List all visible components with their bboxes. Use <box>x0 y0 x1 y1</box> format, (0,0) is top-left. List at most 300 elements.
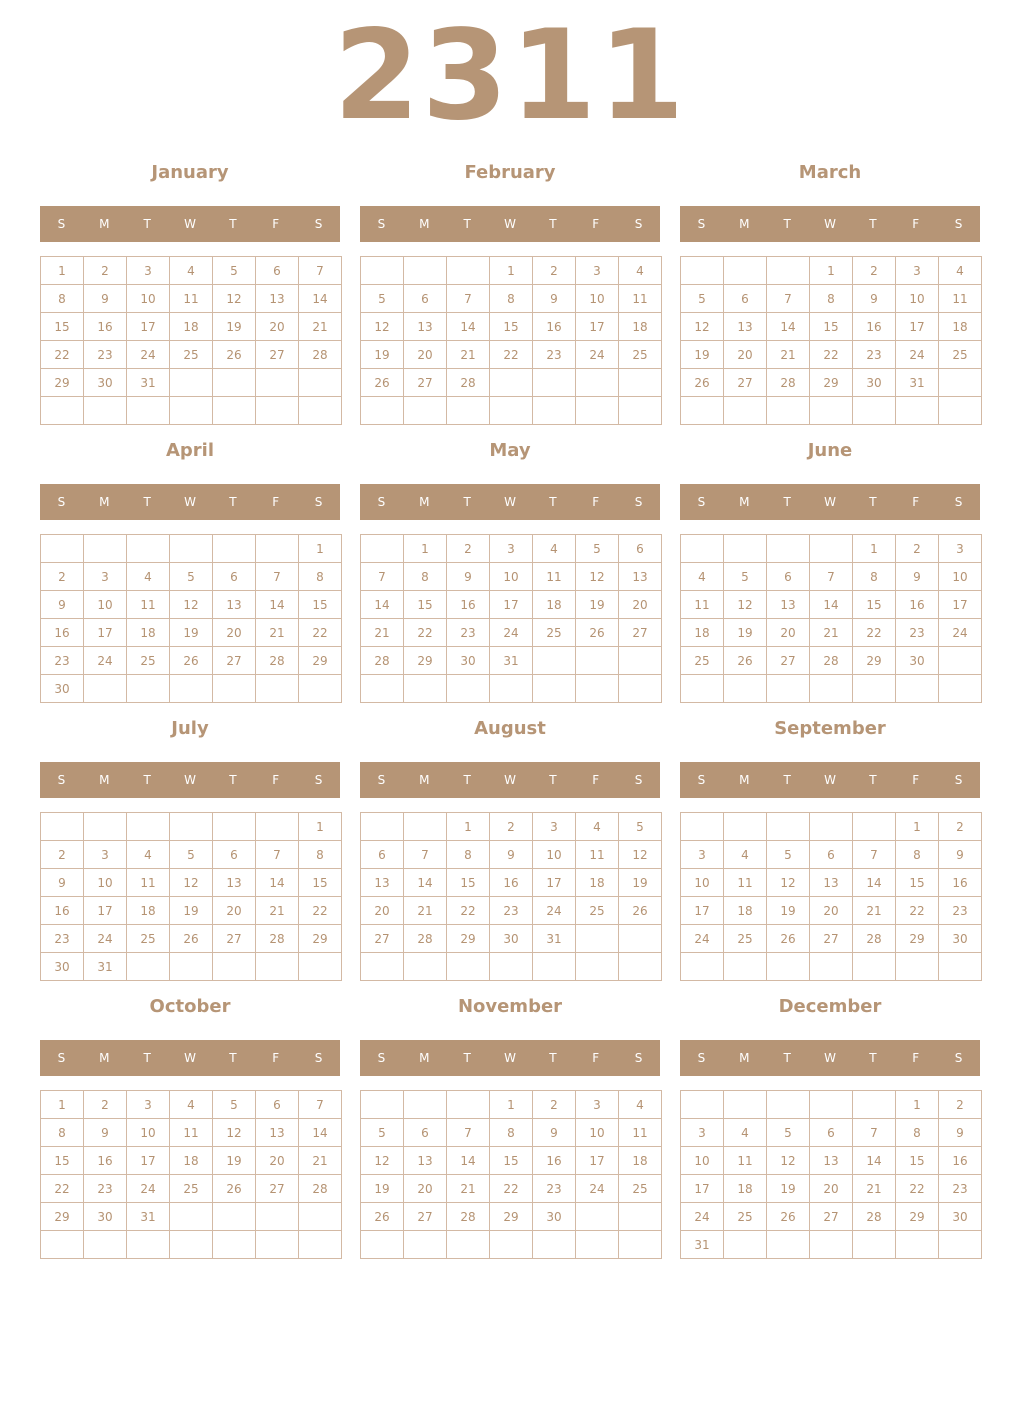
weekday-label: T <box>869 217 877 231</box>
weekday-header <box>40 484 340 520</box>
day-cell: 30 <box>41 953 84 981</box>
weekday-label: S <box>57 773 66 787</box>
week-row <box>41 313 342 341</box>
day-cell: 27 <box>213 925 256 953</box>
day-cell: 27 <box>404 1203 447 1231</box>
day-cell: 24 <box>576 1175 619 1203</box>
day-cell: 19 <box>170 619 213 647</box>
day-cell: 12 <box>767 869 810 897</box>
day-cell: 25 <box>533 619 576 647</box>
day-cell: 29 <box>810 369 853 397</box>
day-cell: 8 <box>490 285 533 313</box>
day-cell: 29 <box>41 1203 84 1231</box>
day-cell: 5 <box>361 285 404 313</box>
week-row <box>681 257 982 285</box>
week-row <box>681 1147 982 1175</box>
day-cell <box>490 1231 533 1259</box>
day-cell: 18 <box>576 869 619 897</box>
day-cell: 4 <box>681 563 724 591</box>
weekday-label: T <box>463 217 471 231</box>
day-cell: 6 <box>404 1119 447 1147</box>
weekday-label: M <box>419 1051 430 1065</box>
day-cell: 4 <box>724 1119 767 1147</box>
day-cell: 30 <box>939 925 982 953</box>
week-row <box>361 1147 662 1175</box>
week-row <box>361 647 662 675</box>
day-cell: 13 <box>361 869 404 897</box>
day-cell: 30 <box>939 1203 982 1231</box>
day-cell <box>127 813 170 841</box>
day-cell: 11 <box>681 591 724 619</box>
day-cell: 4 <box>170 1091 213 1119</box>
day-cell: 25 <box>576 897 619 925</box>
day-cell: 18 <box>127 619 170 647</box>
day-cell: 20 <box>619 591 662 619</box>
day-cell: 12 <box>767 1147 810 1175</box>
day-cell: 25 <box>170 341 213 369</box>
week-row <box>41 925 342 953</box>
weekday-label: T <box>463 1051 471 1065</box>
day-cell: 31 <box>84 953 127 981</box>
day-cell: 9 <box>41 591 84 619</box>
day-cell <box>576 397 619 425</box>
day-cell: 14 <box>853 1147 896 1175</box>
day-cell: 6 <box>767 563 810 591</box>
day-cell: 11 <box>533 563 576 591</box>
day-cell <box>170 369 213 397</box>
day-cell: 27 <box>361 925 404 953</box>
day-cell: 30 <box>853 369 896 397</box>
day-cell <box>810 675 853 703</box>
week-row <box>41 563 342 591</box>
day-cell: 9 <box>41 869 84 897</box>
day-cell <box>213 397 256 425</box>
day-cell <box>724 1231 767 1259</box>
week-row <box>681 341 982 369</box>
weekday-label: W <box>504 495 516 509</box>
weekday-label: W <box>824 495 836 509</box>
day-cell: 22 <box>41 341 84 369</box>
day-cell: 13 <box>213 591 256 619</box>
day-cell: 22 <box>490 1175 533 1203</box>
day-cell <box>84 675 127 703</box>
week-row <box>361 285 662 313</box>
weekday-label: F <box>912 217 920 231</box>
day-cell: 21 <box>299 313 342 341</box>
week-row <box>361 675 662 703</box>
day-cell: 11 <box>619 1119 662 1147</box>
month-name: October <box>149 996 231 1017</box>
day-cell: 10 <box>681 1147 724 1175</box>
day-cell: 30 <box>41 675 84 703</box>
weekday-label: T <box>549 773 557 787</box>
day-cell: 6 <box>256 257 299 285</box>
month-name: January <box>151 162 229 183</box>
day-cell: 22 <box>447 897 490 925</box>
day-cell: 18 <box>127 897 170 925</box>
day-cell: 13 <box>256 1119 299 1147</box>
day-cell: 4 <box>939 257 982 285</box>
weekday-label: S <box>634 217 643 231</box>
day-cell: 18 <box>619 313 662 341</box>
day-cell: 8 <box>896 841 939 869</box>
day-cell: 23 <box>533 341 576 369</box>
day-cell: 9 <box>490 841 533 869</box>
weekday-label: S <box>697 1051 706 1065</box>
week-row <box>361 257 662 285</box>
day-cell: 25 <box>127 647 170 675</box>
day-cell: 18 <box>681 619 724 647</box>
day-cell <box>127 953 170 981</box>
month-name: February <box>464 162 556 183</box>
day-cell <box>490 397 533 425</box>
day-cell <box>853 953 896 981</box>
week-row <box>681 313 982 341</box>
week-row <box>681 647 982 675</box>
week-row <box>681 563 982 591</box>
weekday-label: M <box>99 1051 110 1065</box>
week-row <box>681 675 982 703</box>
day-cell <box>170 1231 213 1259</box>
day-cell: 25 <box>619 1175 662 1203</box>
day-cell: 6 <box>619 535 662 563</box>
weekday-label: W <box>184 773 196 787</box>
weekday-label: W <box>184 1051 196 1065</box>
weekday-header <box>360 206 660 242</box>
day-cell: 14 <box>447 1147 490 1175</box>
day-cell <box>767 535 810 563</box>
day-cell: 11 <box>127 869 170 897</box>
day-cell: 4 <box>533 535 576 563</box>
day-cell: 7 <box>299 1091 342 1119</box>
day-cell <box>256 675 299 703</box>
day-cell: 16 <box>84 313 127 341</box>
week-row <box>41 1147 342 1175</box>
week-row <box>361 619 662 647</box>
day-cell <box>767 397 810 425</box>
weekday-label: F <box>272 495 280 509</box>
weekday-label: S <box>634 495 643 509</box>
weekday-label: T <box>783 495 791 509</box>
week-row <box>41 813 342 841</box>
week-row <box>41 397 342 425</box>
week-row <box>41 841 342 869</box>
week-row <box>681 397 982 425</box>
month-name: September <box>774 718 886 739</box>
day-cell: 20 <box>404 1175 447 1203</box>
day-cell <box>256 953 299 981</box>
day-cell: 7 <box>767 285 810 313</box>
week-row <box>41 591 342 619</box>
day-cell: 8 <box>447 841 490 869</box>
day-cell: 27 <box>404 369 447 397</box>
day-cell <box>767 1091 810 1119</box>
week-row <box>41 1175 342 1203</box>
weekday-label: S <box>954 773 963 787</box>
day-cell <box>361 675 404 703</box>
day-cell <box>619 1203 662 1231</box>
day-cell <box>41 397 84 425</box>
day-cell: 17 <box>490 591 533 619</box>
day-cell: 15 <box>447 869 490 897</box>
day-cell: 20 <box>724 341 767 369</box>
day-cell <box>767 1231 810 1259</box>
day-cell <box>84 1231 127 1259</box>
day-cell: 26 <box>767 1203 810 1231</box>
week-row <box>681 1091 982 1119</box>
day-cell: 23 <box>41 647 84 675</box>
day-cell: 23 <box>84 341 127 369</box>
week-row <box>41 1203 342 1231</box>
weekday-label: M <box>739 773 750 787</box>
weekday-label: S <box>697 495 706 509</box>
day-cell: 6 <box>724 285 767 313</box>
day-cell: 25 <box>681 647 724 675</box>
month-day-grid <box>360 534 662 703</box>
day-cell <box>533 1231 576 1259</box>
weekday-label: M <box>99 217 110 231</box>
day-cell: 14 <box>447 313 490 341</box>
day-cell <box>127 675 170 703</box>
day-cell: 9 <box>533 1119 576 1147</box>
day-cell <box>361 257 404 285</box>
day-cell: 22 <box>299 897 342 925</box>
day-cell: 5 <box>213 1091 256 1119</box>
weekday-label: S <box>57 1051 66 1065</box>
day-cell: 30 <box>447 647 490 675</box>
day-cell: 25 <box>619 341 662 369</box>
day-cell <box>404 397 447 425</box>
day-cell: 17 <box>84 619 127 647</box>
day-cell: 13 <box>213 869 256 897</box>
day-cell: 5 <box>576 535 619 563</box>
day-cell <box>170 953 213 981</box>
day-cell <box>896 675 939 703</box>
day-cell: 24 <box>576 341 619 369</box>
month-name: December <box>778 996 882 1017</box>
day-cell: 20 <box>256 1147 299 1175</box>
day-cell: 26 <box>361 1203 404 1231</box>
week-row <box>361 953 662 981</box>
weekday-label: F <box>592 773 600 787</box>
weekday-header <box>680 1040 980 1076</box>
week-row <box>361 369 662 397</box>
day-cell <box>939 953 982 981</box>
week-row <box>681 953 982 981</box>
day-cell: 12 <box>213 285 256 313</box>
weekday-label: F <box>272 217 280 231</box>
day-cell: 13 <box>767 591 810 619</box>
day-cell <box>404 1091 447 1119</box>
day-cell <box>361 397 404 425</box>
day-cell: 8 <box>404 563 447 591</box>
week-row <box>681 619 982 647</box>
day-cell: 2 <box>939 1091 982 1119</box>
weekday-label: S <box>377 495 386 509</box>
week-row <box>681 813 982 841</box>
day-cell: 8 <box>41 1119 84 1147</box>
day-cell: 4 <box>619 1091 662 1119</box>
month-day-grid <box>40 812 342 981</box>
day-cell <box>533 397 576 425</box>
weekday-label: W <box>824 1051 836 1065</box>
day-cell: 31 <box>127 1203 170 1231</box>
week-row <box>41 341 342 369</box>
week-row <box>361 563 662 591</box>
day-cell: 21 <box>256 619 299 647</box>
day-cell: 17 <box>533 869 576 897</box>
day-cell <box>299 1203 342 1231</box>
month-day-grid <box>360 812 662 981</box>
day-cell: 30 <box>896 647 939 675</box>
day-cell: 10 <box>576 285 619 313</box>
day-cell <box>170 535 213 563</box>
day-cell <box>170 1203 213 1231</box>
day-cell: 7 <box>299 257 342 285</box>
week-row <box>41 257 342 285</box>
day-cell: 19 <box>361 341 404 369</box>
weekday-label: M <box>99 495 110 509</box>
weekday-label: T <box>783 1051 791 1065</box>
day-cell: 18 <box>170 313 213 341</box>
day-cell: 2 <box>84 1091 127 1119</box>
weekday-label: W <box>504 773 516 787</box>
day-cell <box>767 813 810 841</box>
week-row <box>681 285 982 313</box>
weekday-label: T <box>869 495 877 509</box>
day-cell: 26 <box>170 647 213 675</box>
day-cell: 11 <box>619 285 662 313</box>
day-cell <box>84 813 127 841</box>
day-cell: 3 <box>576 257 619 285</box>
day-cell: 3 <box>127 257 170 285</box>
day-cell: 26 <box>681 369 724 397</box>
week-row <box>41 285 342 313</box>
day-cell: 21 <box>447 341 490 369</box>
day-cell: 20 <box>810 1175 853 1203</box>
month-day-grid <box>40 256 342 425</box>
day-cell: 26 <box>619 897 662 925</box>
day-cell: 28 <box>256 925 299 953</box>
day-cell <box>256 1203 299 1231</box>
day-cell: 27 <box>810 1203 853 1231</box>
day-cell: 13 <box>256 285 299 313</box>
day-cell <box>213 1203 256 1231</box>
day-cell <box>724 257 767 285</box>
weekday-label: T <box>463 773 471 787</box>
day-cell: 9 <box>84 285 127 313</box>
month-day-grid <box>360 1090 662 1259</box>
day-cell: 6 <box>256 1091 299 1119</box>
day-cell: 26 <box>576 619 619 647</box>
day-cell: 24 <box>681 925 724 953</box>
day-cell <box>170 813 213 841</box>
day-cell <box>619 1231 662 1259</box>
day-cell: 5 <box>361 1119 404 1147</box>
day-cell: 6 <box>810 1119 853 1147</box>
day-cell: 28 <box>853 925 896 953</box>
day-cell: 7 <box>810 563 853 591</box>
day-cell: 13 <box>810 869 853 897</box>
day-cell: 17 <box>939 591 982 619</box>
day-cell: 11 <box>724 869 767 897</box>
day-cell: 31 <box>681 1231 724 1259</box>
day-cell: 16 <box>896 591 939 619</box>
day-cell: 15 <box>490 313 533 341</box>
day-cell <box>939 675 982 703</box>
weekday-label: M <box>99 773 110 787</box>
day-cell <box>447 397 490 425</box>
day-cell: 9 <box>447 563 490 591</box>
day-cell <box>896 953 939 981</box>
day-cell <box>170 397 213 425</box>
day-cell: 27 <box>256 341 299 369</box>
weekday-label: S <box>314 773 323 787</box>
day-cell: 17 <box>84 897 127 925</box>
day-cell <box>404 813 447 841</box>
day-cell: 18 <box>533 591 576 619</box>
day-cell: 15 <box>896 1147 939 1175</box>
day-cell: 12 <box>576 563 619 591</box>
day-cell <box>41 813 84 841</box>
month-name: April <box>165 440 215 461</box>
week-row <box>41 619 342 647</box>
day-cell <box>361 1091 404 1119</box>
day-cell <box>447 953 490 981</box>
day-cell: 19 <box>170 897 213 925</box>
day-cell: 6 <box>213 563 256 591</box>
day-cell: 21 <box>853 897 896 925</box>
day-cell: 1 <box>490 257 533 285</box>
weekday-label: M <box>739 1051 750 1065</box>
day-cell: 11 <box>724 1147 767 1175</box>
weekday-label: F <box>272 1051 280 1065</box>
weekday-label: T <box>463 495 471 509</box>
day-cell: 1 <box>896 1091 939 1119</box>
day-cell <box>256 397 299 425</box>
day-cell <box>939 369 982 397</box>
day-cell: 22 <box>299 619 342 647</box>
day-cell: 2 <box>490 813 533 841</box>
day-cell: 11 <box>170 1119 213 1147</box>
weekday-label: F <box>592 1051 600 1065</box>
day-cell: 12 <box>681 313 724 341</box>
weekday-label: T <box>229 495 237 509</box>
day-cell: 7 <box>447 1119 490 1147</box>
day-cell: 11 <box>170 285 213 313</box>
day-cell: 12 <box>170 869 213 897</box>
day-cell <box>853 675 896 703</box>
weekday-label: T <box>229 773 237 787</box>
week-row <box>681 1119 982 1147</box>
day-cell <box>767 675 810 703</box>
day-cell: 19 <box>213 1147 256 1175</box>
day-cell: 5 <box>767 1119 810 1147</box>
day-cell: 16 <box>41 619 84 647</box>
day-cell: 5 <box>767 841 810 869</box>
day-cell <box>681 535 724 563</box>
day-cell: 30 <box>490 925 533 953</box>
week-row <box>681 591 982 619</box>
weekday-header <box>40 762 340 798</box>
day-cell <box>256 1231 299 1259</box>
day-cell: 24 <box>533 897 576 925</box>
weekday-label: T <box>143 773 151 787</box>
day-cell: 12 <box>361 313 404 341</box>
weekday-label: S <box>377 773 386 787</box>
month-name: November <box>457 996 563 1017</box>
week-row <box>681 869 982 897</box>
